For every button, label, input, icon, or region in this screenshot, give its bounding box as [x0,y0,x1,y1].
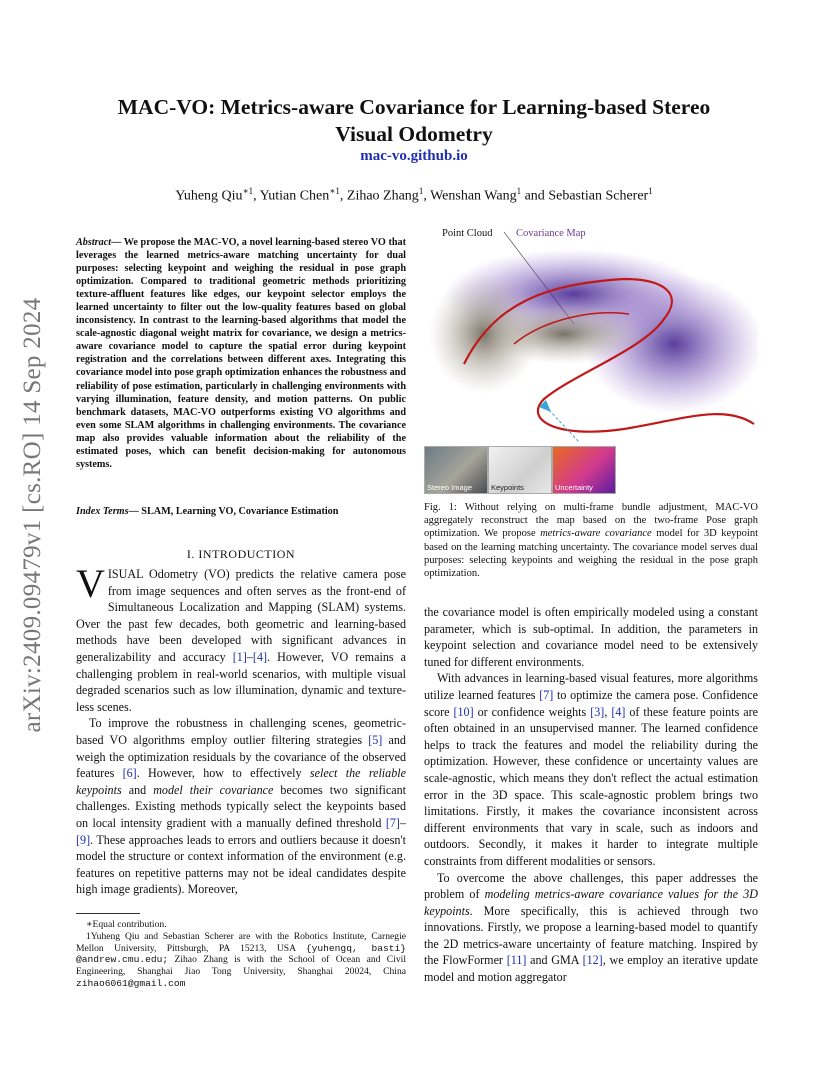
caption-text: Fig. 1: Without relying on multi-frame bundle adjustment, MAC-VO aggregately reconstruct the map based on the two-frame Pose graph optimization. We propose [424,502,758,540]
point-cloud-map-illustration [424,224,758,446]
figure-caption [424,501,758,580]
emphasis: model their covariance [153,782,274,797]
thumbnail-label: Stereo Image [427,483,473,492]
paragraph-text: . These approaches leads to errors and outliers because it doesn't model the structure or context information of the environment (e.g. features on repetitive patterns may not be ideal candidates despite high image gradients). Moreover, [76,832,406,897]
author: Sebastian Scherer [548,188,649,204]
caption-text: model for 3D keypoint based on the learning matching uncertainty. The covariance model serves dual purposes: selecting keypoints and weighing the residual in the pose graph optimization. [424,528,758,580]
paragraph-text: , [604,704,612,719]
email-link[interactable]: zihao6061@gmail.com [76,977,186,989]
paragraph-text: , we employ an iterative update model and motion aggregator [424,953,758,985]
abstract-label: Abstract [76,237,112,248]
project-website-link[interactable]: mac-vo.github.io [360,148,468,164]
email-link[interactable]: {yuhengq, basti} @andrew.cmu.edu; [76,942,406,966]
emphasis: select the reliable keypoints [76,766,406,797]
intro-paragraph [76,715,406,898]
paragraph-text: . However, VO remains a challenging problem in real-world scenarios, with multiple visual degraded scenarios such as low illumination, dynamic and texture-less scenes. [76,649,406,714]
paragraph-text: – [399,815,406,830]
footnote-text: 1Yuheng Qiu and Sebastian Scherer are with the Robotics Institute, Carnegie Mellon University, Pittsburgh, PA 15213, USA [76,930,406,954]
author-affiliation-mark: ∗1 [242,186,254,196]
citation-link[interactable]: [12] [582,953,603,968]
paragraph-text: and weigh the optimization residuals by the covariance of the observed features [76,732,406,781]
emphasis: modeling metrics-aware covariance values for the 3D keypoints [424,887,758,918]
paragraph-text: To improve the robustness in challenging scenes, geometric-based VO algorithms employ outlier filtering strategies [76,716,406,747]
citation-link[interactable]: [6] [122,766,137,781]
author-affiliation-mark: 1 [648,186,653,196]
paragraph-text: to optimize the camera pose. Confidence score [424,687,758,719]
thumbnail-label: Uncertainty [555,483,593,492]
paragraph-text: ISUAL Odometry (VO) predicts the relative camera pose from image sequences and often serves as the front-end of Simultaneous Localization and Mapping (SLAM) systems. Over the past few decades, both geometric and learning-based methods have been developed with significant advances in generalizability and accuracy [76,567,406,664]
body-paragraph [424,670,758,869]
footnote-equal-contribution: ∗Equal contribution. [86,919,167,930]
footnote-affiliation [76,931,406,990]
section-heading: I. INTRODUCTION [186,547,296,561]
citation-link[interactable]: [9] [76,832,91,847]
author-list: Yuheng Qiu$^{∗1}$, Yutian Chen$^{∗1}$, Zihao Zhang$^1$, Wenshan Wang$^1$ and Sebastian Scherer$^1$ [175,186,653,204]
citation-link[interactable]: [7] [539,687,554,702]
author: Wenshan Wang [430,188,517,204]
citation-link[interactable]: [4] [611,704,626,719]
index-terms [76,505,406,518]
body-paragraph: the covariance model is often empirically modeled using a constant parameter, which is sub-optimal. In addition, the parameters in keypoint selection and covariance model need to be extensively tuned for different environments. [424,605,758,669]
abstract [76,236,406,471]
figure-label-point-cloud: Point Cloud [442,228,493,239]
abstract-text: — We propose the MAC-VO, a novel learning-based stereo VO that leverages the learned metrics-aware matching uncertainty for dual purposes: selecting keypoint and weighing the residual in pose graph optimization. Compared to traditional geometric methods prioritizing texture-affluent features like edges, our keypoint selector employs the learned uncertainty to filter out the low-quality features based on global inconsistency. In contrast to the learning-based algorithms that model the scale-agnostic diagonal weight matrix for covariance, we design a metrics-aware covariance model to capture the spatial error during keypoint registration and the correlations between different axes. Integrating this covariance model into pose graph optimization enhances the robustness and reliability of pose estimation, particularly in challenging environments with varying illumination, feature density, and motion patterns. On public benchmark datasets, MAC-VO outperforms existing VO algorithms and even some SLAM algorithms in challenging environments. The covariance map also provides valuable information about the reliability of the estimated poses, which can benefit decision-making for autonomous systems. [76,237,406,470]
citation-link[interactable]: [7] [385,815,400,830]
intro-left-column [76,561,406,898]
author-affiliation-mark: ∗1 [329,186,340,196]
citation-link[interactable]: [5] [368,732,383,747]
paragraph-text: becomes two significant challenges. Existing methods typically select the keypoints based on local intensity gradient with a manually defined threshold [76,782,406,830]
emphasis: metrics-aware covariance [540,528,652,540]
figure-label-covariance-map: Covariance Map [516,228,586,239]
author: Zihao Zhang [346,188,419,204]
citation-link[interactable]: [11] [506,953,527,968]
footnote-text: Zihao Zhang is with the School of Ocean and Civil Engineering, Shanghai Jiao Tong University, Shanghai 20024, China [76,954,406,978]
footnotes [76,919,406,990]
index-terms-label: Index Terms [76,506,129,517]
index-terms-text: — SLAM, Learning VO, Covariance Estimation [128,506,339,517]
drop-cap: V [76,561,105,606]
citation-link[interactable]: [4] [252,649,268,664]
citation-link[interactable]: [3] [590,704,605,719]
citation-link[interactable]: [1] [232,649,247,664]
arxiv-identifier-text: arXiv:2409.09479v1 [cs.RO] 14 Sep 2024 [19,297,46,733]
right-column [424,604,758,986]
thumbnail-label: Keypoints [491,483,524,492]
paragraph-text: – [246,649,253,664]
paragraph-text: and GMA [526,953,583,968]
figure-1 [424,224,758,496]
thumbnail-keypoints [488,446,552,494]
paragraph-text: . More specifically, this is achieved through two innovations. Firstly, we propose a learning-based model to quantify the 2D metrics-aware uncertainty of feature matching. Inspired by the FlowFormer [424,903,758,968]
paragraph-text: of these feature points are often obtained in an unsupervised manner. The learned confidence helps to track the features and model the reliability during the optimization. However, these confidence or uncertainty values are scale-agnostic, which means they don't reflect the actual estimation error in the 3D space. This scale-agnostic problem brings two limitations. Firstly, it makes the covariance inconsistent across different environments that vary in scale, such as indoors and outdoors. Secondly, it makes it harder to integrate multiple constraints from different modalities or sensors. [424,704,759,868]
paragraph-text: and [121,782,154,797]
paper-title: MAC-VO: Metrics-aware Covariance for Learning-based Stereo Visual Odometry [117,95,711,146]
thumbnail-stereo-image [424,446,488,494]
citation-link[interactable]: [10] [453,704,474,719]
arxiv-identifier [10,280,56,750]
paragraph-text: or confidence weights [473,704,591,719]
paragraph-text: To overcome the above challenges, this paper addresses the problem of [424,870,758,902]
footnote-rule [76,913,140,914]
author: Yutian Chen [259,188,330,204]
author-affiliation-mark: 1 [418,186,424,196]
body-paragraph [424,870,758,986]
intro-paragraph [76,561,406,715]
paragraph-text: . However, how to effectively [136,766,310,781]
thumbnail-uncertainty [552,446,616,494]
author: Yuheng Qiu [175,188,243,204]
paragraph-text: With advances in learning-based visual features, more algorithms utilize learned features [424,671,758,702]
author-affiliation-mark: 1 [516,186,522,196]
